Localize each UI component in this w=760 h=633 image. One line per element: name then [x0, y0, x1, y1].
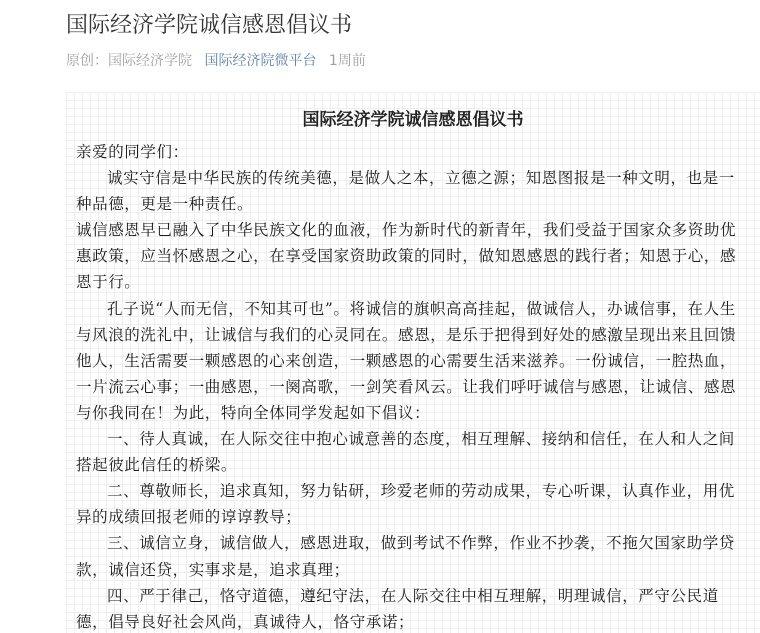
paragraph: 一、待人真诚，在人际交往中抱心诚意善的态度，相互理解、接纳和信任，在人和人之间搭起彼此信任的桥梁。: [76, 430, 735, 475]
paragraph: 三、诚信立身，诚信做人，感恩进取，做到考试不作弊，作业不抄袭，不拖欠国家助学贷款，诚信还贷，实事求是，追求真理；: [76, 534, 735, 579]
account-link[interactable]: 国际经济院微平台: [204, 53, 317, 69]
original-label: 原创：国际经济学院: [66, 53, 192, 69]
article-content: [66, 92, 760, 633]
paragraph: 二、尊敬师长，追求真知，努力钻研，珍爱老师的劳动成果，专心听课，认真作业，用优异的成绩回报老师的谆谆教导；: [76, 482, 735, 527]
article-body: [76, 139, 744, 633]
paragraph: 诚实守信是中华民族的传统美德，是做人之本，立德之源；知恩图报是一种文明，也是一种品德，更是一种责任。: [76, 169, 735, 214]
paragraph: 孔子说“人而无信，不知其可也”。将诚信的旗帜高高挂起，做诚信人，办诚信事，在人生与风浪的洗礼中，让诚信与我们的心灵同在。感恩，是乐于把得到好处的感激呈现出来且回馈他人，生活需要一颗感恩的心来创造，一颗感恩的心需要生活来滋养。一份诚信，一腔热血，一片流云心事；一曲感恩，一阕高歌，一剑笑看风云。让我们呼吁诚信与感恩，让诚信、感恩与你我同在！为此，特向全体同学发起如下倡议：: [76, 299, 737, 422]
page-title: 国际经济学院诚信感恩倡议书: [66, 13, 353, 38]
paragraph: 诚信感恩早已融入了中华民族文化的血液，作为新时代的新青年，我们受益于国家众多资助优惠政策，应当怀感恩之心，在享受国家资助政策的同时，做知恩感恩的践行者；知恩于心，感恩于行。: [76, 221, 737, 292]
paragraph: 四、严于律己，恪守道德，遵纪守法，在人际交往中相互理解，明理诚信，严守公民道德，倡导良好社会风尚，真诚待人，恪守承诺；: [76, 586, 719, 631]
article-meta: [66, 50, 374, 70]
document-title: 国际经济学院诚信感恩倡议书: [302, 110, 524, 130]
publish-time: 1周前: [328, 53, 366, 69]
greeting: 亲爱的同学们：: [76, 143, 189, 161]
